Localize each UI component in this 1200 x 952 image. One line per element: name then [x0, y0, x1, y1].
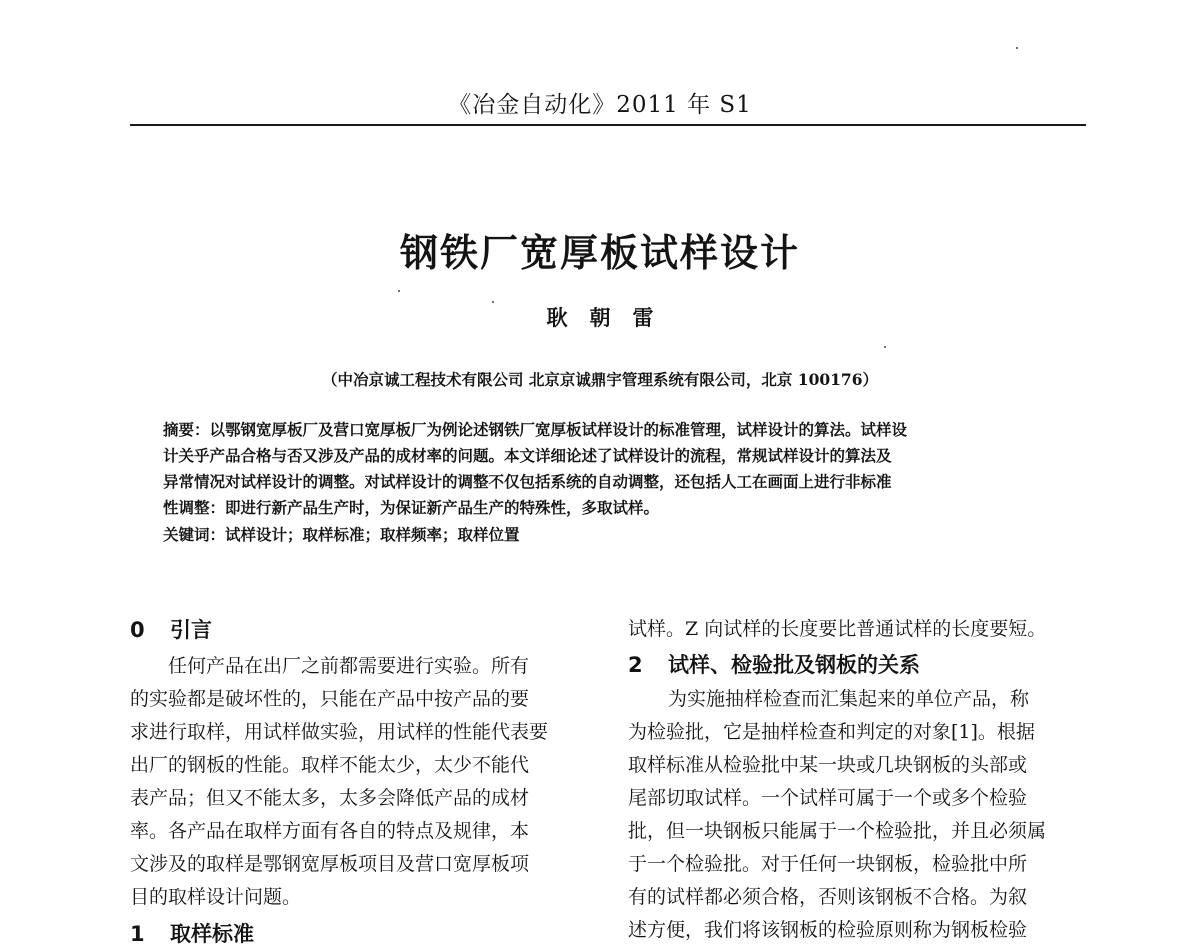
- abstract-line: 计关乎产品合格与否又涉及产品的成材率的问题。本文详细论述了试样设计的流程，常规试样设计的算法及: [163, 446, 892, 465]
- section-heading-2: [628, 649, 920, 679]
- paragraph-line: 为检验批，它是抽样检查和判定的对象[1]。根据: [628, 721, 1035, 743]
- paragraph-line: 的实验都是破坏性的，只能在产品中按产品的要: [130, 688, 530, 710]
- scan-speck: [398, 290, 400, 292]
- paragraph-line: 有的试样都必须合格，否则该钢板不合格。为叙: [628, 886, 1028, 908]
- paragraph-line: 任何产品在出厂之前都需要进行实验。所有: [168, 655, 530, 677]
- paragraph-line: 为实施抽样检查而汇集起来的单位产品，称: [668, 688, 1030, 710]
- paragraph-line: 表产品；但又不能太多，太多会降低产品的成材: [130, 787, 530, 809]
- section-number: 1: [130, 922, 145, 946]
- scan-speck: [492, 301, 494, 303]
- paragraph-line: 述方便，我们将该钢板的检验原则称为钢板检验: [628, 919, 1028, 941]
- paragraph-line: 率。各产品在取样方面有各自的特点及规律，本: [130, 820, 530, 842]
- section-number: 0: [130, 618, 145, 642]
- author-name: 耿朝雷: [546, 305, 676, 330]
- section-heading-0: [130, 614, 212, 644]
- scan-speck: [1016, 47, 1018, 49]
- paragraph-line: 尾部切取试样。一个试样可属于一个或多个检验: [628, 787, 1028, 809]
- affiliation: （中冶京诚工程技术有限公司 北京京诚鼎宇管理系统有限公司，北京 100176）: [321, 370, 878, 389]
- paragraph-line: 于一个检验批。对于任何一块钢板，检验批中所: [628, 853, 1028, 875]
- section-title: 取样标准: [170, 922, 254, 946]
- paragraph-line: 目的取样设计问题。: [130, 886, 302, 908]
- paragraph-line: 求进行取样，用试样做实验，用试样的性能代表要: [130, 721, 549, 743]
- journal-header: 《冶金自动化》2011 年 S1: [448, 92, 752, 118]
- paper-title: 钢铁厂宽厚板试样设计: [399, 231, 800, 275]
- section-heading-1: [130, 918, 254, 948]
- paragraph-line: 出厂的钢板的性能。取样不能太少，太少不能代: [130, 754, 530, 776]
- section-number: 2: [628, 653, 643, 677]
- header-rule: [130, 124, 1086, 126]
- section-title: 引言: [170, 618, 212, 642]
- abstract-line: 异常情况对试样设计的调整。对试样设计的调整不仅包括系统的自动调整，还包括人工在画面上进行非标准: [163, 472, 892, 491]
- paragraph-line: 文涉及的取样是鄂钢宽厚板项目及营口宽厚板项: [130, 853, 530, 875]
- keywords: 关键词：试样设计；取样标准；取样频率；取样位置: [163, 525, 520, 544]
- paragraph-line: 取样标准从检验批中某一块或几块钢板的头部或: [628, 754, 1028, 776]
- paragraph-line: 试样。Z 向试样的长度要比普通试样的长度要短。: [628, 618, 1047, 640]
- abstract-line: 摘要：以鄂钢宽厚板厂及营口宽厚板厂为例论述钢铁厂宽厚板试样设计的标准管理，试样设计的算法。试样设: [163, 420, 908, 439]
- paragraph-line: 批，但一块钢板只能属于一个检验批，并且必须属: [628, 820, 1047, 842]
- section-title: 试样、检验批及钢板的关系: [668, 653, 920, 677]
- abstract-line: 性调整：即进行新产品生产时，为保证新产品生产的特殊性，多取试样。: [163, 498, 660, 517]
- scan-speck: [884, 346, 886, 348]
